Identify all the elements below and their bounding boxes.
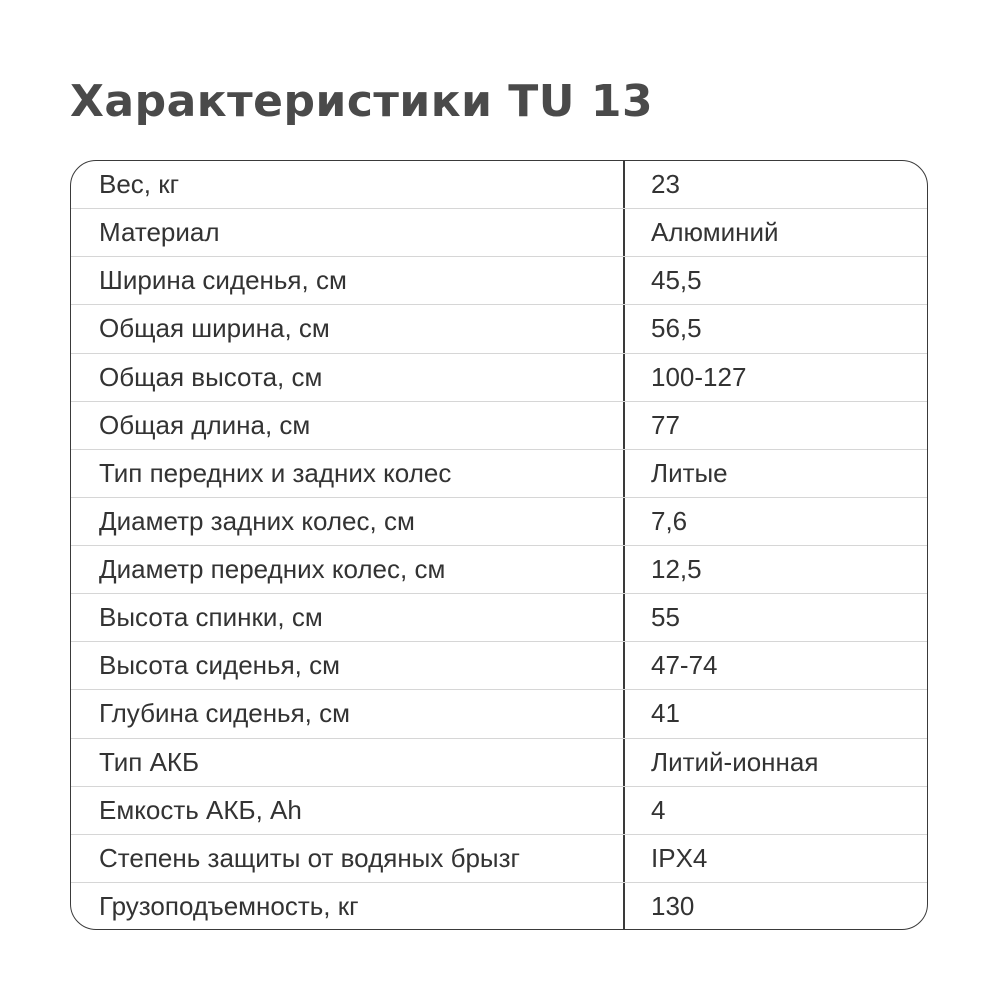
table-row <box>71 739 927 787</box>
spec-label: Грузоподъемность, кг <box>99 891 359 922</box>
table-row <box>71 835 927 883</box>
spec-table <box>70 160 928 930</box>
table-row <box>71 257 927 305</box>
table-row <box>71 883 927 930</box>
spec-label: Материал <box>99 217 220 248</box>
table-row <box>71 594 927 642</box>
spec-value: 4 <box>651 794 666 825</box>
table-row <box>71 402 927 450</box>
spec-value: 130 <box>651 891 695 922</box>
spec-value: Литий-ионная <box>651 746 819 777</box>
spec-label: Тип передних и задних колес <box>99 457 452 488</box>
table-row <box>71 354 927 402</box>
spec-value: 7,6 <box>651 505 688 536</box>
spec-value: 23 <box>651 169 680 200</box>
spec-value: 41 <box>651 698 680 729</box>
spec-label: Общая длина, см <box>99 409 311 440</box>
spec-value: 47-74 <box>651 650 718 681</box>
spec-label: Диаметр передних колес, см <box>99 554 446 585</box>
spec-label: Диаметр задних колес, см <box>99 505 415 536</box>
spec-label: Тип АКБ <box>99 746 200 777</box>
spec-label: Ширина сиденья, см <box>99 265 347 296</box>
table-row <box>71 642 927 690</box>
spec-label: Емкость АКБ, Ah <box>99 794 302 825</box>
spec-label: Общая высота, см <box>99 361 323 392</box>
spec-label: Степень защиты от водяных брызг <box>99 842 521 873</box>
spec-value: 45,5 <box>651 265 702 296</box>
spec-label: Общая ширина, см <box>99 313 330 344</box>
table-row <box>71 161 927 209</box>
spec-value: IPX4 <box>651 842 708 873</box>
spec-label: Высота сиденья, см <box>99 650 340 681</box>
spec-value: 56,5 <box>651 313 702 344</box>
table-row <box>71 787 927 835</box>
table-row <box>71 450 927 498</box>
spec-value: 55 <box>651 602 680 633</box>
table-row <box>71 209 927 257</box>
spec-value: Литые <box>651 457 728 488</box>
spec-label: Глубина сиденья, см <box>99 698 350 729</box>
spec-value: Алюминий <box>651 217 779 248</box>
spec-value: 100-127 <box>651 361 747 392</box>
spec-label: Вес, кг <box>99 169 180 200</box>
table-row <box>71 305 927 353</box>
table-row <box>71 546 927 594</box>
table-row <box>71 690 927 738</box>
page-title: Характеристики TU 13 <box>70 76 654 127</box>
spec-label: Высота спинки, см <box>99 602 323 633</box>
spec-value: 12,5 <box>651 554 702 585</box>
spec-value: 77 <box>651 409 680 440</box>
table-row <box>71 498 927 546</box>
